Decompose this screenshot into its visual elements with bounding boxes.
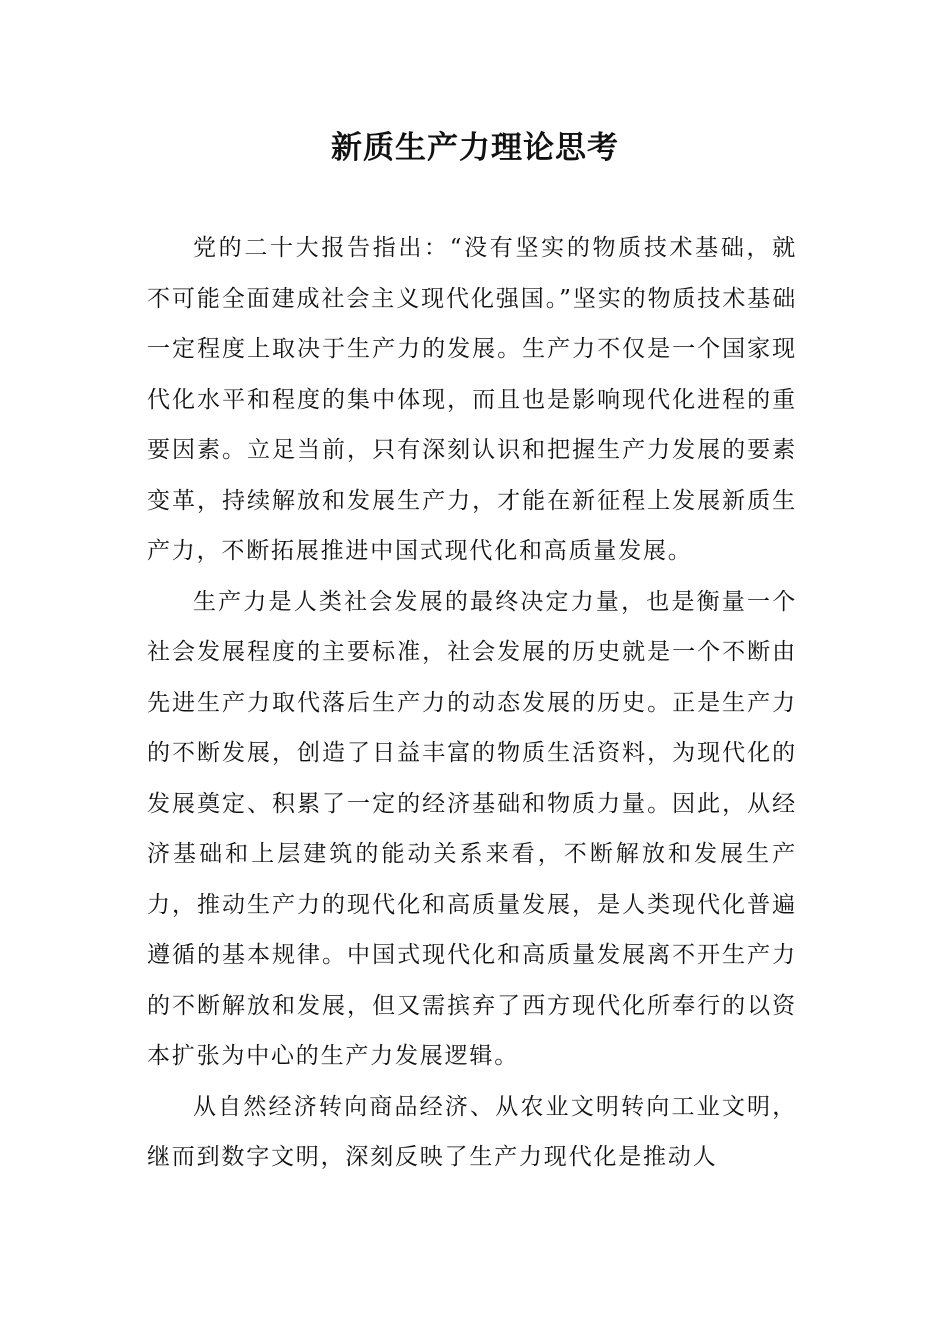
document-title: 新质生产力理论思考 <box>331 130 619 166</box>
paragraph-3: 从自然经济转向商品经济、从农业文明转向工业文明，继而到数字文明，深刻反映了生产力现代化是推动人 <box>147 1093 797 1170</box>
paragraph-1: 党的二十大报告指出：“没有坚实的物质技术基础，就不可能全面建成社会主义现代化强国。”坚实的物质技术基础一定程度上取决于生产力的发展。生产力不仅是一个国家现代化水平和程度的集中体现，而且也是影响现代化进程的重要因素。立足当前，只有深刻认识和把握生产力发展的要素变革，持续解放和发展生产力，才能在新征程上发展新质生产力，不断拓展推进中国式现代化和高质量发展。 <box>147 235 797 564</box>
document-body <box>147 223 797 1183</box>
paragraph-2: 生产力是人类社会发展的最终决定力量，也是衡量一个社会发展程度的主要标准，社会发展的历史就是一个不断由先进生产力取代落后生产力的动态发展的历史。正是生产力的不断发展，创造了日益丰富的物质生活资料，为现代化的发展奠定、积累了一定的经济基础和物质力量。因此，从经济基础和上层建筑的能动关系来看，不断解放和发展生产力，推动生产力的现代化和高质量发展，是人类现代化普遍遵循的基本规律。中国式现代化和高质量发展离不开生产力的不断解放和发展，但又需摈弃了西方现代化所奉行的以资本扩张为中心的生产力发展逻辑。 <box>147 588 797 1069</box>
